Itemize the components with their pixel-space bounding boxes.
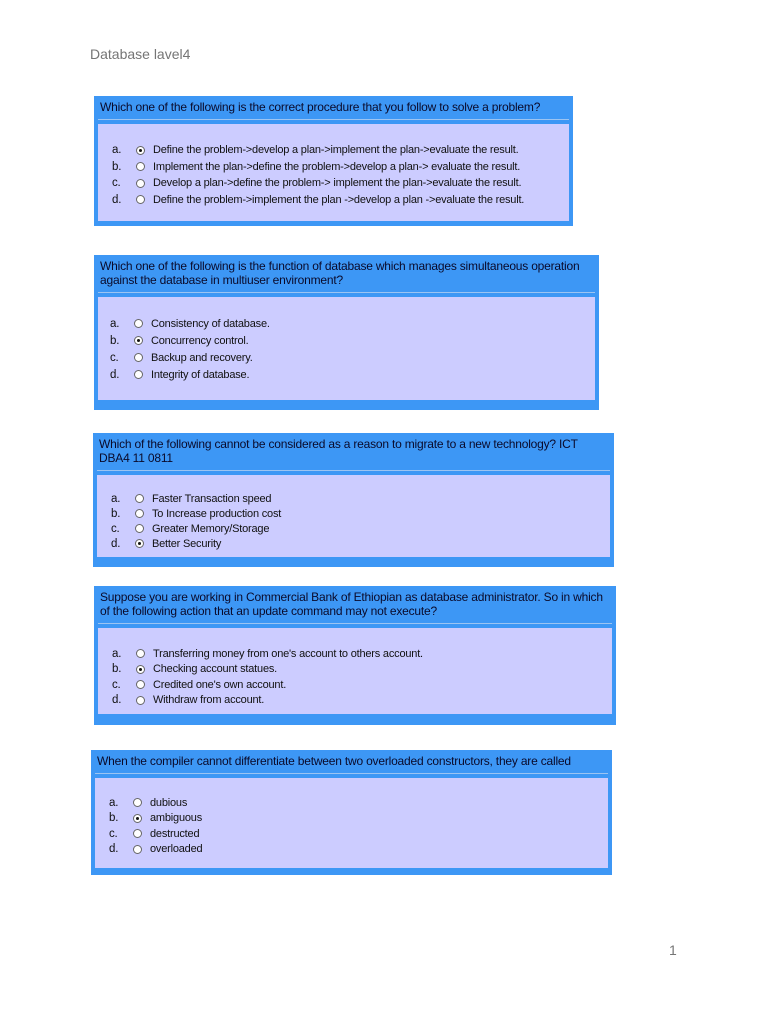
- option-label: dubious: [150, 796, 188, 809]
- option-d[interactable]: [111, 536, 610, 551]
- option-b[interactable]: [112, 662, 612, 678]
- option-label: Backup and recovery.: [151, 351, 253, 364]
- option-a[interactable]: [111, 491, 610, 506]
- option-letter: c.: [112, 177, 121, 190]
- option-letter: d.: [109, 843, 119, 856]
- radio-selected-icon[interactable]: [134, 336, 143, 345]
- option-letter: a.: [109, 796, 119, 809]
- question-text: Which one of the following is the correct procedure that you follow to solve a problem?: [98, 100, 569, 120]
- radio-icon[interactable]: [133, 845, 142, 854]
- option-letter: b.: [109, 812, 119, 825]
- option-c[interactable]: [112, 175, 569, 192]
- page-number: 1: [669, 942, 677, 958]
- option-d[interactable]: [112, 192, 569, 209]
- options-panel: [95, 778, 608, 868]
- option-a[interactable]: [112, 646, 612, 662]
- option-letter: d.: [112, 193, 122, 206]
- option-label: destructed: [150, 827, 200, 840]
- option-label: Integrity of database.: [151, 368, 250, 381]
- question-card: [94, 255, 599, 410]
- radio-icon[interactable]: [135, 524, 144, 533]
- radio-icon[interactable]: [136, 195, 145, 204]
- option-letter: b.: [112, 160, 122, 173]
- option-letter: b.: [111, 507, 121, 520]
- option-letter: c.: [112, 678, 121, 691]
- radio-selected-icon[interactable]: [136, 146, 145, 155]
- radio-icon[interactable]: [133, 798, 142, 807]
- option-letter: a.: [112, 144, 122, 157]
- option-label: Transferring money from one's account to others account.: [153, 647, 423, 660]
- option-label: To Increase production cost: [152, 507, 282, 520]
- option-letter: a.: [112, 647, 122, 660]
- question-text: Suppose you are working in Commercial Bank of Ethiopian as database administrator. So in which of the following action that an update command may not execute?: [98, 590, 612, 624]
- option-label: ambiguous: [150, 812, 203, 825]
- option-label: Withdraw from account.: [153, 694, 265, 707]
- radio-icon[interactable]: [136, 696, 145, 705]
- option-b[interactable]: [110, 332, 595, 349]
- option-a[interactable]: [109, 795, 608, 811]
- option-c[interactable]: [112, 677, 612, 693]
- option-label: Concurrency control.: [151, 334, 249, 347]
- option-label: Define the problem->implement the plan ->develop a plan ->evaluate the result.: [153, 193, 525, 206]
- option-label: Checking account statues.: [153, 663, 278, 676]
- option-label: Credited one's own account.: [153, 678, 287, 691]
- radio-icon[interactable]: [136, 179, 145, 188]
- option-label: overloaded: [150, 843, 203, 856]
- radio-icon[interactable]: [135, 494, 144, 503]
- option-b[interactable]: [109, 811, 608, 827]
- option-letter: d.: [111, 537, 121, 550]
- option-c[interactable]: [109, 826, 608, 842]
- option-label: Implement the plan->define the problem->develop a plan-> evaluate the result.: [153, 160, 521, 173]
- radio-icon[interactable]: [133, 829, 142, 838]
- options-panel: [98, 124, 569, 221]
- option-b[interactable]: [112, 159, 569, 176]
- options-panel: [98, 628, 612, 714]
- question-text: Which one of the following is the function of database which manages simultaneous operation against the database in multiuser environment?: [98, 259, 595, 293]
- radio-icon[interactable]: [136, 680, 145, 689]
- option-c[interactable]: [111, 521, 610, 536]
- option-letter: b.: [110, 334, 120, 347]
- option-d[interactable]: [109, 842, 608, 858]
- options-panel: [97, 475, 610, 557]
- option-d[interactable]: [110, 366, 595, 383]
- option-letter: d.: [112, 694, 122, 707]
- option-a[interactable]: [112, 142, 569, 159]
- option-label: Better Security: [152, 537, 222, 550]
- radio-selected-icon[interactable]: [133, 814, 142, 823]
- option-label: Greater Memory/Storage: [152, 522, 270, 535]
- question-text: Which of the following cannot be considered as a reason to migrate to a new technology? ICT DBA4 11 0811: [97, 437, 610, 471]
- option-label: Consistency of database.: [151, 317, 270, 330]
- option-letter: c.: [109, 827, 118, 840]
- option-letter: d.: [110, 368, 120, 381]
- radio-icon[interactable]: [136, 649, 145, 658]
- document-title: Database lavel4: [90, 46, 191, 62]
- option-label: Develop a plan->define the problem-> implement the plan->evaluate the result.: [153, 177, 522, 190]
- radio-selected-icon[interactable]: [136, 665, 145, 674]
- option-letter: c.: [111, 522, 120, 535]
- option-letter: a.: [110, 317, 120, 330]
- question-card: [93, 433, 614, 567]
- option-d[interactable]: [112, 693, 612, 709]
- option-letter: b.: [112, 663, 122, 676]
- option-c[interactable]: [110, 349, 595, 366]
- question-card: [94, 96, 573, 226]
- option-letter: a.: [111, 492, 121, 505]
- options-panel: [98, 297, 595, 400]
- radio-icon[interactable]: [134, 353, 143, 362]
- radio-icon[interactable]: [134, 370, 143, 379]
- question-text: When the compiler cannot differentiate between two overloaded constructors, they are called: [95, 754, 608, 774]
- option-a[interactable]: [110, 315, 595, 332]
- option-letter: c.: [110, 351, 119, 364]
- radio-icon[interactable]: [136, 162, 145, 171]
- radio-selected-icon[interactable]: [135, 539, 144, 548]
- question-card: [94, 586, 616, 725]
- option-label: Define the problem->develop a plan->implement the plan->evaluate the result.: [153, 144, 519, 157]
- radio-icon[interactable]: [135, 509, 144, 518]
- option-label: Faster Transaction speed: [152, 492, 272, 505]
- radio-icon[interactable]: [134, 319, 143, 328]
- option-b[interactable]: [111, 506, 610, 521]
- question-card: [91, 750, 612, 875]
